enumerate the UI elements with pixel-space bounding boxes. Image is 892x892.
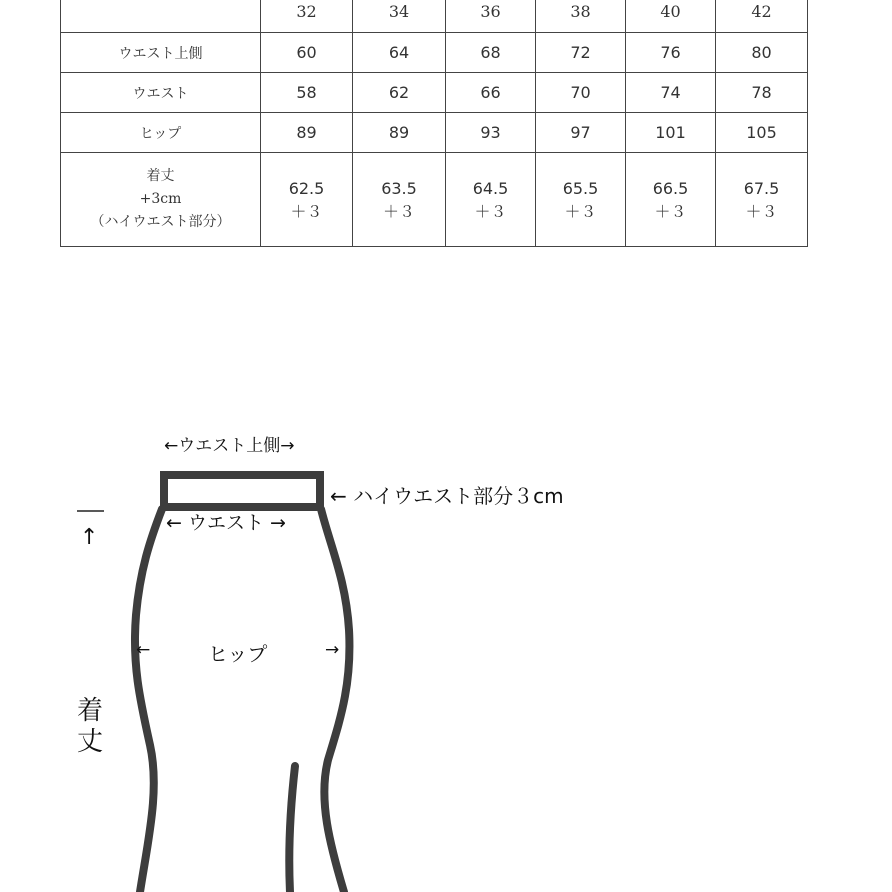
table-cell: 78 — [716, 73, 808, 113]
table-cell: 68 — [446, 33, 536, 73]
high-waist-label: ← ハイウエスト部分３cm — [330, 484, 564, 508]
table-cell: 74 — [626, 73, 716, 113]
hip-arrow-left-icon: ← — [136, 640, 151, 660]
header-size-38: 38 — [536, 0, 626, 33]
table-cell: 58 — [261, 73, 353, 113]
table-cell: 67.5 ＋３ — [716, 153, 808, 247]
length-up-arrow-icon: ↑ — [80, 525, 99, 550]
header-size-42: 42 — [716, 0, 808, 33]
row-label: ウエスト — [61, 73, 261, 113]
table-cell: 72 — [536, 33, 626, 73]
table-cell: 76 — [626, 33, 716, 73]
waist-top-label: ←ウエスト上側→ — [164, 436, 295, 456]
table-cell: 66.5 ＋３ — [626, 153, 716, 247]
header-size-34: 34 — [353, 0, 446, 33]
skirt-left-edge — [135, 509, 162, 892]
table-cell: 80 — [716, 33, 808, 73]
table-cell: 105 — [716, 113, 808, 153]
table-cell: 97 — [536, 113, 626, 153]
table-cell: 62.5 ＋３ — [261, 153, 353, 247]
length-label-char-2: 丈 — [77, 727, 104, 757]
table-cell: 70 — [536, 73, 626, 113]
hip-label: ヒップ — [208, 642, 268, 666]
table-cell: 64 — [353, 33, 446, 73]
row-label: ウエスト上側 — [61, 33, 261, 73]
row-label: ヒップ — [61, 113, 261, 153]
header-size-40: 40 — [626, 0, 716, 33]
table-cell: 66 — [446, 73, 536, 113]
table-cell: 89 — [353, 113, 446, 153]
skirt-right-edge — [321, 509, 349, 892]
table-cell: 60 — [261, 33, 353, 73]
waistband-rect — [164, 475, 320, 507]
waist-label: ← ウエスト → — [166, 512, 286, 534]
table-cell: 62 — [353, 73, 446, 113]
table-cell: 89 — [261, 113, 353, 153]
hip-arrow-right-icon: → — [325, 640, 340, 660]
table-cell: 64.5 ＋３ — [446, 153, 536, 247]
table-cell: 101 — [626, 113, 716, 153]
table-cell: 93 — [446, 113, 536, 153]
row-label: 着丈 +3cm （ハイウエスト部分） — [61, 153, 261, 247]
table-cell: 63.5 ＋３ — [353, 153, 446, 247]
header-size-36: 36 — [446, 0, 536, 33]
skirt-slit-line — [289, 766, 295, 892]
length-label-char-1: 着 — [77, 696, 104, 726]
header-size-32: 32 — [261, 0, 353, 33]
table-cell: 65.5 ＋３ — [536, 153, 626, 247]
